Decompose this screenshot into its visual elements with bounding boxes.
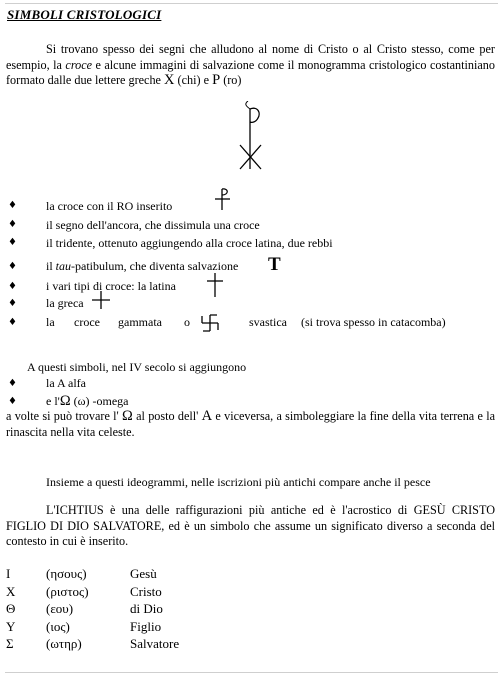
omega-text: e l'Ω (ω) -omega (46, 393, 129, 409)
cross-with-ro-icon (211, 187, 233, 211)
acrostic-letter: Σ (6, 636, 14, 651)
acrostic-greek: (ωτηρ) (46, 636, 82, 651)
acrostic-greek: (ριστος) (46, 584, 89, 599)
acrostic-letter: Ι (6, 566, 11, 581)
chi-rho-monogram-icon (236, 101, 266, 171)
acrostic-meaning: di Dio (130, 601, 163, 616)
acrostic-meaning: Gesù (130, 566, 157, 581)
alfa-text: la A alfa (46, 376, 86, 390)
acrostic-letter: Θ (6, 601, 16, 616)
section2-intro: A questi simboli, nel IV secolo si aggiungono (27, 360, 247, 374)
bullet-diamond: ♦ (8, 219, 17, 230)
pesce-paragraph: Insieme a questi ideogrammi, nelle iscrizioni più antichi compare anche il pesce (46, 475, 431, 489)
acrostic-greek: (εου) (46, 601, 74, 616)
bullet-text: croce (74, 315, 100, 329)
swastika-cross-icon (200, 313, 220, 333)
bullet-text: la greca (46, 296, 84, 310)
acrostic-letter: Χ (6, 584, 16, 599)
omega-alfa-note: a volte si può trovare l' Ω al posto dell' A e viceversa, a simboleggiare la fine della vita terrena e la rinascita nella vita celeste. (6, 408, 495, 439)
bullet-text: il tridente, ottenuto aggiungendo alla croce latina, due rebbi (46, 236, 333, 250)
bullet-text: la croce con il RO inserito (46, 199, 173, 213)
bullet-diamond: ♦ (8, 378, 17, 389)
latin-cross-icon (206, 272, 224, 298)
greek-cross-icon (91, 290, 111, 310)
acrostic-greek: (ησους) (46, 566, 87, 581)
bullet-diamond: ♦ (8, 396, 17, 407)
bullet-text: il tau-patibulum, che diventa salvazione (46, 259, 239, 273)
bullet-diamond: ♦ (8, 281, 17, 292)
acrostic-letter: Υ (6, 619, 16, 634)
bullet-text: gammata (118, 315, 162, 329)
bullet-text: il segno dell'ancora, che dissimula una croce (46, 218, 260, 232)
bullet-diamond: ♦ (8, 317, 17, 328)
acrostic-meaning: Figlio (130, 619, 162, 634)
intro-paragraph: Si trovano spesso dei segni che alludono al nome di Cristo o al Cristo stesso, come per esempio, la croce e alcune immagini di salvazione come il monogramma cristologico costantiniano formato dalle due lettere greche X (chi) e P (ro) (6, 42, 495, 89)
acrostic-meaning: Cristo (130, 584, 162, 599)
acrostic-greek: (ιος) (46, 619, 70, 634)
ichthus-paragraph: L'ICHTIUS è una delle raffigurazioni più antiche ed è l'acrostico di GESÙ CRISTO FIGLIO DI DIO SALVATORE, ed è un simbolo che assume un significato diverso a seconda del contesto in cui è inserito. (6, 503, 495, 549)
bullet-text: i vari tipi di croce: la latina (46, 279, 176, 293)
bullet-diamond: ♦ (8, 237, 17, 248)
bullet-text: o (184, 315, 190, 329)
page-title: SIMBOLI CRISTOLOGICI (7, 7, 162, 22)
bullet-diamond: ♦ (8, 261, 17, 272)
top-border (5, 3, 498, 4)
bullet-text: svastica (249, 315, 287, 329)
tau-letter: T (268, 254, 281, 275)
bullet-diamond: ♦ (8, 298, 17, 309)
bottom-border (5, 672, 498, 673)
bullet-diamond: ♦ (8, 200, 17, 211)
bullet-text: (si trova spesso in catacomba) (301, 315, 446, 329)
bullet-text: la (46, 315, 55, 329)
acrostic-meaning: Salvatore (130, 636, 180, 651)
